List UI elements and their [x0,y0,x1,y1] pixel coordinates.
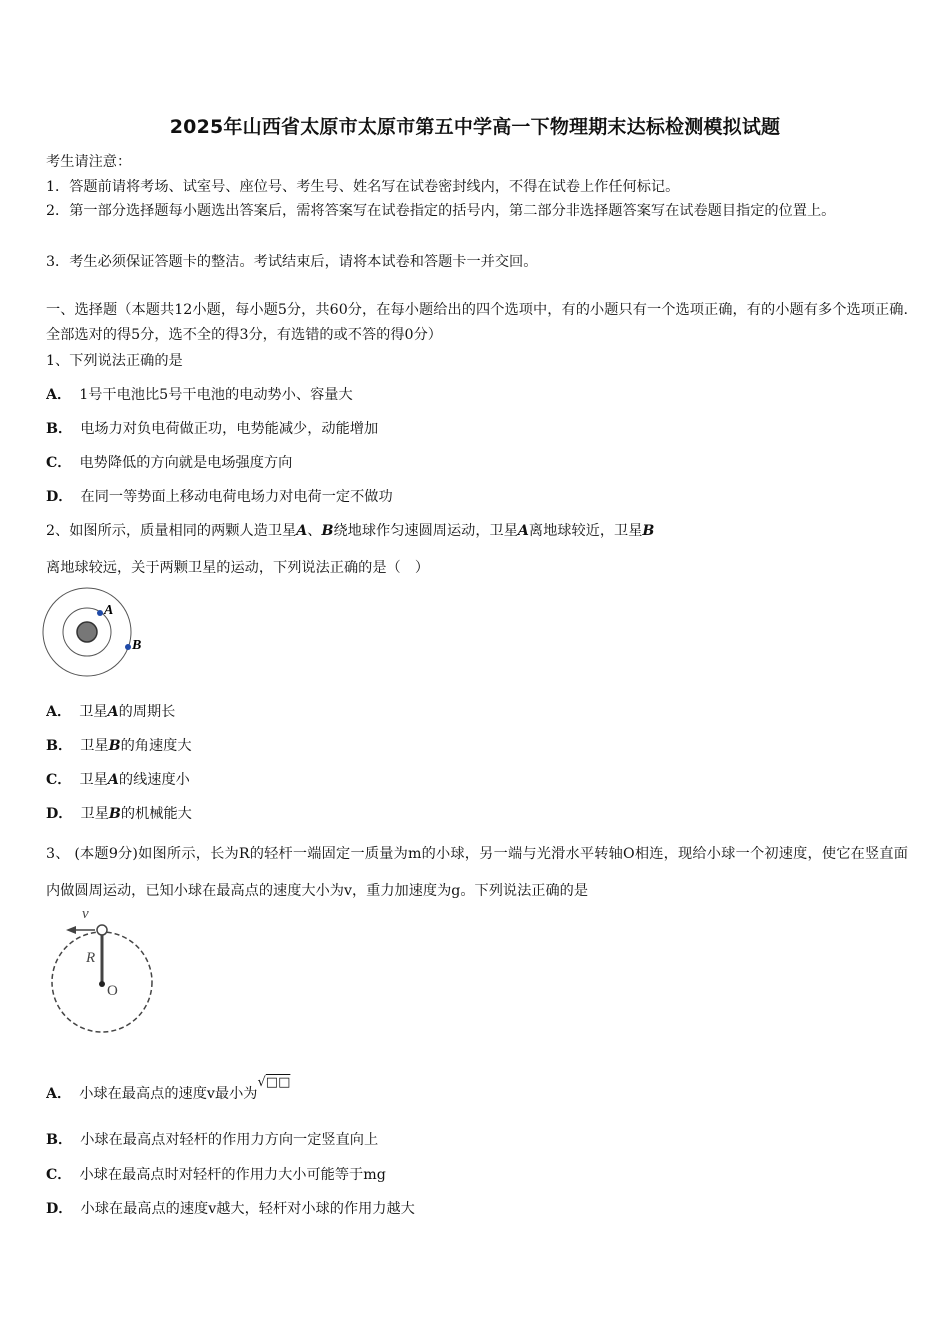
section-heading: 一、选择题（本题共12小题，每小题5分，共60分，在每小题给出的四个选项中，有的小题只有一个选项正确，有的小题有多个选项正确.全部选对的得5分，选不全的得3分，有选错的或不答的得0分） [46,302,908,343]
q1-option-b[interactable] [46,419,908,439]
q1-option-d[interactable] [46,487,908,507]
option-text: 的角速度大 [120,738,192,754]
q3-option-a[interactable] [46,1072,908,1116]
option-label: D． [46,806,73,822]
q2-var-a: A [296,523,308,539]
option-var: B [108,806,121,822]
q2-stem-part: 绕地球作匀速圆周运动，卫星 [333,523,518,539]
exam-title: 2025年山西省太原市太原市第五中学高一下物理期末达标检测模拟试题 [169,116,781,138]
q2-var-a: A [517,523,529,539]
option-text: 的机械能大 [120,806,192,822]
option-var: A [107,772,119,788]
q1-option-c[interactable] [46,453,908,473]
label-a: A [104,603,114,618]
option-text: 卫星 [79,704,108,720]
q2-sep: 、 [307,523,322,539]
option-label: C． [46,1167,72,1183]
notice-item-1: 1．答题前请将考场、试室号、座位号、考生号、姓名写在试卷密封线内，不得在试卷上作任何标记。 [46,179,680,195]
option-text: 的线速度小 [118,772,190,788]
option-text: 电场力对负电荷做正功，电势能减少，动能增加 [80,421,379,437]
option-label: D． [46,489,73,505]
q2-stem-line2: 离地球较远，关于两颗卫星的运动，下列说法正确的是（ ） [46,560,430,576]
sqrt-icon: √□□ [257,1075,291,1090]
option-text: 1号干电池比5号干电池的电动势小、容量大 [79,387,353,403]
option-label: A． [46,387,72,403]
option-text: 在同一等势面上移动电荷电场力对电荷一定不做功 [80,489,393,505]
velocity-arrow-head-icon [66,926,76,934]
q2-option-b[interactable] [46,736,908,756]
option-text: 卫星 [79,772,108,788]
q2-option-a[interactable] [46,702,908,722]
option-text: 卫星 [80,738,109,754]
option-text: 小球在最高点对轻杆的作用力方向一定竖直向上 [80,1132,379,1148]
q3-option-c[interactable] [46,1165,908,1185]
option-label: D． [46,1201,73,1217]
label-o: O [107,983,118,999]
pivot-icon [99,981,105,987]
option-text: 小球在最高点的速度v越大，轻杆对小球的作用力越大 [80,1201,415,1217]
notice-heading: 考生请注意： [46,154,132,170]
q3-option-d[interactable] [46,1199,908,1219]
option-text: 卫星 [80,806,109,822]
notice-item-3: 3．考生必须保证答题卡的整洁。考试结束后，请将本试卷和答题卡一并交回。 [46,254,538,270]
q2-var-b: B [642,523,655,539]
satellite-b-dot [125,644,131,650]
option-label: C． [46,772,72,788]
option-label: B． [46,421,73,437]
option-text: 小球在最高点时对轻杆的作用力大小可能等于mg [79,1167,386,1183]
option-var: B [108,738,121,754]
option-var: A [107,704,119,720]
option-text: 电势降低的方向就是电场强度方向 [79,455,293,471]
label-v: v [82,906,89,922]
q2-var-b: B [321,523,334,539]
option-label: B． [46,738,73,754]
ball-icon [97,925,107,935]
q2-orbit-figure [40,585,160,680]
option-text: 的周期长 [118,704,176,720]
q3-option-b[interactable] [46,1130,908,1150]
q1-option-a[interactable] [46,385,908,405]
satellite-a-dot [97,610,103,616]
option-label: C． [46,455,72,471]
option-label: B． [46,1132,73,1148]
option-label: A． [46,704,72,720]
q1-stem: 1、下列说法正确的是 [46,353,183,369]
option-text: 小球在最高点的速度v最小为 [79,1086,258,1102]
q3-stem: 3、 (本题9分)如图所示，长为R的轻杆一端固定一质量为m的小球，另一端与光滑水平转轴O相连，现给小球一个初速度，使它在竖直面内做圆周运动，已知小球在最高点的速度大小为v，重力加速度为g。下列说法正确的是 [46,846,908,899]
q2-option-c[interactable] [46,770,908,790]
option-label: A． [46,1086,72,1102]
notice-item-2: 2．第一部分选择题每小题选出答案后，需将答案写在试卷指定的括号内，第二部分非选择题答案写在试卷题目指定的位置上。 [46,203,836,219]
q2-stem-part: 离地球较近，卫星 [528,523,643,539]
sqrt-radicand: □□ [265,1075,291,1090]
q2-option-d[interactable] [46,804,908,824]
label-b: B [132,638,142,653]
earth-icon [77,622,97,642]
q2-stem-line1 [46,521,908,541]
q2-stem-part: 2、如图所示，质量相同的两颗人造卫星 [46,523,297,539]
label-r: R [86,950,96,966]
q3-rod-figure [50,902,165,1042]
